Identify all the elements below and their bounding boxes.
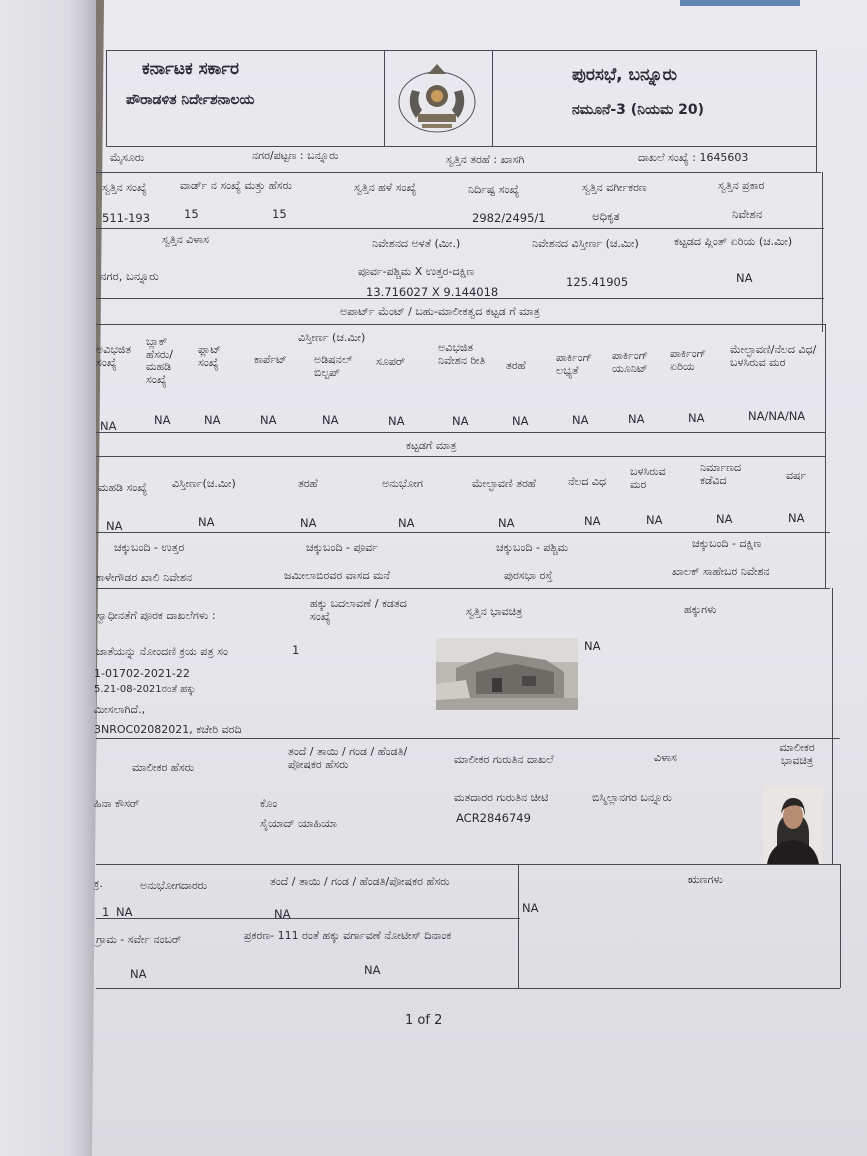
property-photo-image (436, 638, 578, 710)
apt-parking-area-header: ಪಾರ್ಕಿಂಗ್ ಏರಿಯ (670, 347, 707, 373)
bld-year-header: ವರ್ಷ (786, 469, 807, 482)
property-type: ಸ್ವತ್ತಿನ ತರಹೆ : ಖಾಸಗಿ (446, 153, 525, 166)
property-kind-header: ಸ್ವತ್ತಿನ ಪ್ರಕಾರ (718, 179, 765, 192)
apt-value: NA (512, 414, 529, 428)
apt-undivided-site-header: ಅವಿಭಜಿತ ನಿವೇಶನ ರೀತಿ (438, 341, 486, 367)
boundary-north-label: ಚಕ್ಕುಬಂದಿ - ಉತ್ತರ (114, 541, 185, 554)
apt-type-header: ತರಹೆ (506, 359, 526, 372)
owner-name: ಹಿನಾ ಕೌಸರ್ (94, 797, 140, 810)
area-group-header: ವಿಸ್ತೀರ್ಣ (ಚ.ಮೀ) (298, 331, 366, 344)
doc-line-1: ಜಾತೆಯನ್ನು ನೋಂದಣಿ ಕ್ರಯ ಪತ್ರ ಸಂ (96, 645, 228, 658)
previous-page-edge (0, 0, 96, 1156)
bld-value: NA (198, 515, 215, 529)
boundary-west-label: ಚಕ್ಕುಬಂದಿ - ಪಶ್ಚಿಮ (496, 541, 569, 554)
transfer-label: ಹಕ್ಕು ಬದಲಾವಣೆ / ಕಡತದ ಸಂಖ್ಯೆ (310, 597, 407, 623)
property-kind: ನಿವೇಶನ (732, 207, 763, 221)
rule (96, 456, 826, 457)
property-photo (436, 638, 578, 710)
form-number: ನಮೂನೆ-3 (ನಿಯಮ 20) (572, 102, 705, 118)
district: ಮೈಸೂರು (110, 151, 145, 164)
doc-line-2: 1-01702-2021-22 (94, 667, 190, 680)
apt-value: NA (260, 413, 277, 427)
rights-label: ಹಕ್ಕುಗಳು (684, 603, 717, 616)
rule (96, 324, 826, 325)
bld-roof-header: ಮೇಲ್ಛಾವಣಿ ತರಹೆ (472, 477, 536, 490)
loans-value: NA (522, 901, 539, 915)
owner-address-label: ವಿಳಾಸ (654, 751, 677, 764)
owner-id-label: ಮಾಲೀಕರ ಗುರುತಿನ ದಾಖಲೆ (454, 753, 554, 766)
apt-value: NA (154, 413, 171, 427)
government-title: ಕರ್ನಾಟಕ ಸರ್ಕಾರ (142, 59, 240, 79)
bld-value: NA (300, 516, 317, 530)
ward-number: 15 (184, 207, 199, 221)
apt-flat-header: ಫ್ಲಾಟ್ ಸಂಖ್ಯೆ (198, 343, 222, 369)
property-number: 511-193 (102, 211, 151, 225)
bld-value: NA (788, 511, 805, 525)
folder-tab (680, 0, 800, 6)
apt-value: NA (452, 414, 469, 428)
apt-value: NA/NA/NA (748, 409, 806, 423)
address-label: ಸ್ವತ್ತಿನ ವಿಳಾಸ (162, 233, 209, 246)
specific-no-header: ನಿರ್ದಿಷ್ಟ ಸಂಖ್ಯೆ (468, 183, 520, 196)
rights-value: NA (584, 639, 601, 653)
bld-wood-header: ಬಳಸಿರುವ ಮರ (630, 465, 666, 491)
owner-relation-name: ಸೈಯಾದ್ ಯಾಹಿಯಾ (260, 817, 337, 830)
bld-value: NA (716, 512, 733, 526)
survey-label: ಗ್ರಾಮ - ಸರ್ವೇ ನಂಬರ್ (96, 933, 182, 946)
dimension-label: ನಿವೇಶನದ ಅಳತೆ (ಮೀ.) (372, 237, 461, 250)
bld-value: NA (498, 516, 515, 530)
property-form (92, 48, 837, 998)
apartment-title: ಅಪಾರ್ಟ್ ಮೆಂಟ್ / ಬಹು-ಮಾಲೀಕತ್ವದ ಕಟ್ಟಡ ಗೆ ಮಾತ್ರ (340, 305, 540, 318)
occupant-name: NA (116, 905, 133, 919)
apt-undivided-header: ಅವಿಭಜಿತ ಸಂಖ್ಯೆ (96, 343, 132, 369)
directorate-title: ಪೌರಾಡಳಿತ ನಿರ್ದೇಶನಾಲಯ (126, 92, 255, 108)
old-no-header: ಸ್ವತ್ತಿನ ಹಳೆ ಸಂಖ್ಯೆ (354, 181, 417, 194)
page-number: 1 of 2 (405, 1013, 443, 1028)
boundary-south-label: ಚಕ್ಕುಬಂದಿ - ದಕ್ಷಿಣ (692, 537, 762, 550)
classification: ಅಧಿಕೃತ (592, 209, 620, 223)
owner-photo-label: ಮಾಲೀಕರ ಭಾವಚಿತ್ರ (779, 741, 815, 767)
occupant-relation-label: ತಂದೆ / ತಾಯಿ / ಗಂಡ / ಹೆಂಡತಿ/ಪೋಷಕರ ಹೆಸರು (270, 875, 450, 888)
site-area-label: ನಿವೇಶನದ ವಿಸ್ತೀರ್ಣ (ಚ.ಮೀ) (532, 237, 639, 250)
apt-value: NA (204, 413, 221, 427)
site-area: 125.41905 (566, 275, 629, 289)
boundary-west: ಪುರಸಭಾ ರಸ್ತೆ (504, 569, 553, 582)
bld-type-header: ತರಹೆ (298, 477, 318, 490)
bld-value: NA (646, 513, 663, 527)
rule (106, 50, 816, 51)
boundary-north: ಕಾಳೇಗೌಡರ ಖಾಲಿ ನಿವೇಶನ (96, 571, 193, 584)
dimension-axes: ಪೂರ್ವ-ಪಶ್ಚಿಮ X ಉತ್ತರ-ದಕ್ಷಿಣ (358, 265, 475, 278)
rule (96, 172, 821, 173)
ward-header: ವಾರ್ಡ್ ನ ಸಂಖ್ಯೆ ಮತ್ತು ಹೆಸರು (180, 179, 292, 192)
apt-value: NA (322, 413, 339, 427)
bld-usage-header: ಅನುಭೋಗ (382, 477, 423, 490)
apt-value: NA (572, 413, 589, 427)
rule (106, 146, 816, 147)
doc-line-4: ಮೀಸಲಾಗಿದೆ., (94, 703, 146, 716)
apt-value: NA (628, 412, 645, 426)
rule (96, 432, 826, 433)
boundary-south: ಖಾಲಕ್ ಸಾಹೇಬರ ನಿವೇಶನ (672, 565, 770, 578)
owner-id-number: ACR2846749 (456, 811, 531, 825)
rule (840, 864, 841, 988)
apt-block-header: ಬ್ಲಾಕ್ ಹೆಸರು/ ಮಹಡಿ ಸಂಖ್ಯೆ (146, 335, 173, 386)
occupant-relation: NA (274, 907, 291, 921)
occupant-no: 1 (102, 905, 110, 919)
bld-value: NA (106, 519, 123, 533)
apt-carpet-header: ಕಾರ್ಪೆಟ್ (254, 353, 287, 366)
rule (96, 864, 840, 865)
bld-area-header: ವಿಸ್ತೀರ್ಣ(ಚ.ಮೀ) (172, 477, 236, 490)
apt-value: NA (388, 414, 405, 428)
specific-number: 2982/2495/1 (472, 211, 546, 225)
owner-photo-image (763, 786, 823, 864)
rule (96, 918, 520, 919)
apt-parking-availability-header: ಪಾರ್ಕಿಂಗ್ ಲಭ್ಯತೆ (556, 351, 593, 377)
apt-parking-unit-header: ಪಾರ್ಕಿಂಗ್ ಯೂನಿಟ್ (612, 349, 649, 375)
ownership-docs-label: ಸ್ವಾಧೀನತೆಗೆ ಪೂರಕ ದಾಖಲೆಗಳು : (96, 609, 216, 622)
bld-floor-header: ಮಹಡಿ ಸಂಖ್ಯೆ (98, 481, 148, 494)
plinth-area: NA (736, 271, 753, 285)
record-number: ದಾಖಲೆ ಸಂಖ್ಯೆ : 1645603 (638, 151, 749, 164)
rule (816, 50, 817, 146)
owner-relation-prefix: ಕೊಂ (260, 797, 278, 810)
doc-line-5: 3NROC02082021, ಕಚೇರಿ ವರದಿ (94, 723, 242, 736)
bld-construction-header: ನಿರ್ಮಾಣದ ಕಡೆವಿದ (700, 461, 742, 487)
property-no-header: ಸ್ವತ್ತಿನ ಸಂಖ್ಯೆ (102, 181, 147, 194)
ward-name: 15 (272, 207, 287, 221)
rule (96, 532, 830, 533)
rule (96, 988, 840, 989)
rule (825, 324, 826, 588)
municipality-title: ಪುರಸಭೆ, ಬನ್ನೂರು (572, 65, 678, 85)
rule (96, 588, 830, 589)
owner-address: ಬಿಸ್ಮಿಲ್ಲಾನಗರ ಬನ್ನೂರು (592, 791, 672, 804)
notice-label: ಪ್ರಕರಣ- 111 ರಂತೆ ಹಕ್ಕು ವರ್ಗಾವಣೆ ನೋಟೀಸ್ ದಿನಾಂಕ (244, 929, 452, 942)
owner-name-label: ಮಾಲೀಕರ ಹೆಸರು (132, 761, 195, 774)
transfer-number: 1 (292, 643, 300, 657)
rule (492, 50, 493, 146)
rule (96, 738, 840, 739)
rule (384, 50, 385, 146)
apt-value: NA (100, 419, 117, 433)
doc-line-3: 5.21-08-2021ರಂತೆ ಹಕ್ಕು (94, 684, 196, 695)
apt-value: NA (688, 411, 705, 425)
boundary-east-label: ಚಕ್ಕುಬಂದಿ - ಪೂರ್ವ (306, 541, 379, 554)
owner-photo (763, 786, 823, 864)
rule (816, 146, 817, 172)
apt-super-header: ಸೂಪರ್ (376, 355, 406, 368)
property-address: ನಗರ, ಬನ್ನೂರು (100, 269, 159, 283)
rule (518, 864, 519, 988)
bld-value: NA (398, 516, 415, 530)
town: ನಗರ/ಪಟ್ಟಣ : ಬನ್ನೂರು (252, 149, 339, 162)
dimension-value: 13.716027 X 9.144018 (366, 285, 499, 299)
notice-value: NA (364, 963, 381, 977)
property-photo-label: ಸ್ವತ್ತಿನ ಭಾವಚಿತ್ರ (466, 605, 523, 618)
classification-header: ಸ್ವತ್ತಿನ ವರ್ಗೀಕರಣ (582, 181, 647, 194)
state-emblem-icon (392, 60, 482, 138)
survey-value: NA (130, 967, 147, 981)
apt-roof-floor-header: ಮೇಲ್ಛಾವಣಿ/ನೆಲದ ವಿಧ/ಬಳಸಿರುವ ಮರ (730, 343, 817, 369)
owner-relation-label: ತಂದೆ / ತಾಯಿ / ಗಂಡ / ಹೆಂಡತಿ/ಪೋಷಕರ ಹೆಸರು (288, 745, 408, 771)
apt-additional-header: ಅಡಿಷನಲ್ ಬಿಲ್ಟಪ್ (314, 353, 353, 379)
rule (832, 588, 833, 864)
bld-floor-type-header: ನೆಲದ ವಿಧ (568, 475, 607, 488)
bld-value: NA (584, 514, 601, 528)
loans-label: ಋಣಗಳು (688, 873, 723, 886)
owner-id-type: ಮತದಾರರ ಗುರುತಿನ ಚೀಟಿ (454, 791, 549, 804)
plinth-label: ಕಟ್ಟಡದ ಪ್ಲಿಂತ್ ಏರಿಯ (ಚ.ಮೀ) (674, 235, 793, 248)
occupant-no-label: ಕ್ರ. (94, 877, 103, 890)
rule (106, 50, 107, 146)
building-title: ಕಟ್ಟಡಗೆ ಮಾತ್ರ (406, 439, 457, 452)
occupant-label: ಅನುಭೋಗದಾರರು (140, 879, 208, 892)
rule (822, 172, 823, 332)
rule (96, 228, 824, 229)
boundary-east: ಜಮೀಲಾಬಿರವರ ವಾಸದ ಮನೆ (284, 569, 391, 582)
